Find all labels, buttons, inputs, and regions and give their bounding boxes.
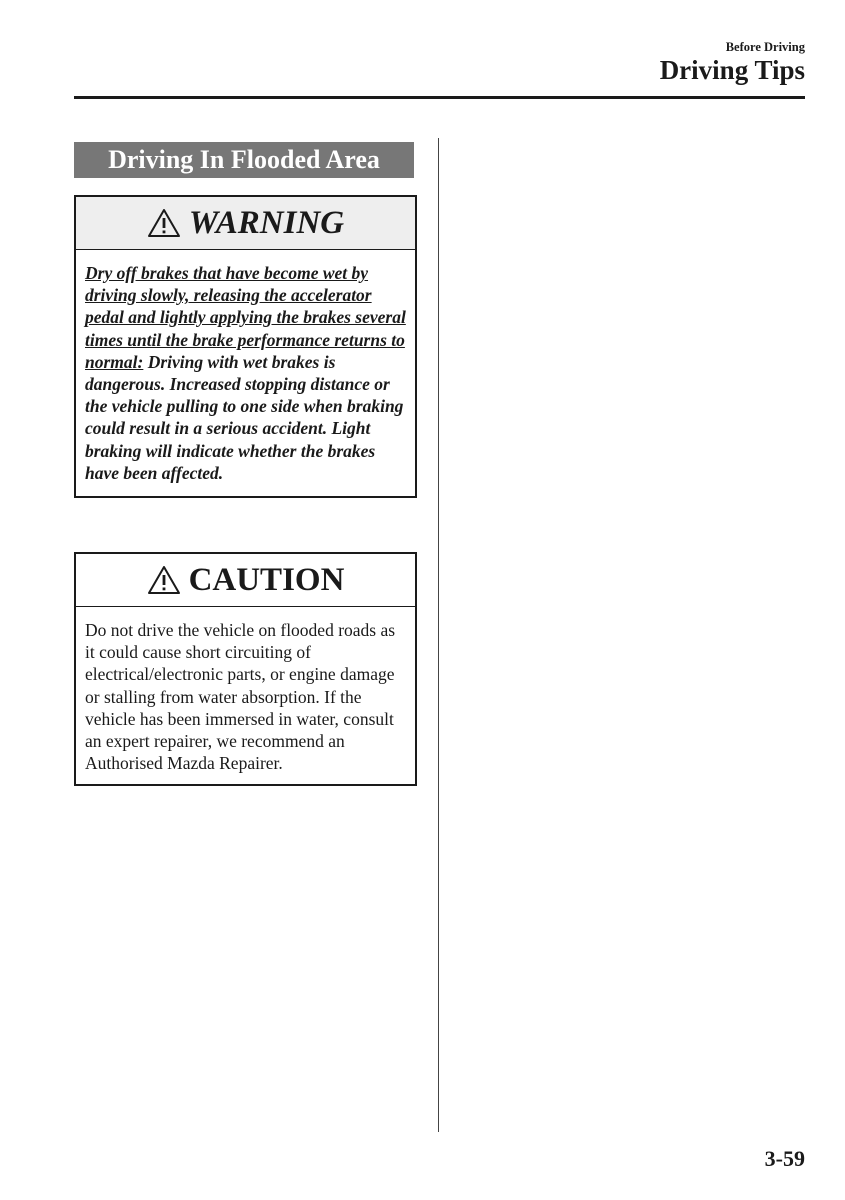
header-rule — [74, 96, 805, 99]
warning-box — [74, 195, 417, 498]
running-header-section: Before Driving — [725, 40, 805, 54]
warning-header — [76, 197, 415, 250]
warning-triangle-icon — [147, 208, 181, 238]
section-title: Driving In Flooded Area — [74, 142, 414, 178]
page-number: 3-59 — [764, 1146, 805, 1171]
running-header-title: Driving Tips — [659, 55, 805, 85]
warning-underlined-text: Dry off brakes that have become wet by driving slowly, releasing the accelerator pedal and lightly applying the brakes several times until the brake performance returns to normal: — [85, 263, 406, 372]
caution-header — [76, 554, 415, 607]
warning-text: Driving with wet brakes is dangerous. Increased stopping distance or the vehicle pulling to one side when braking could result in a serious accident. Light braking will indicate whether the brakes have been affected. — [85, 351, 404, 483]
warning-label: WARNING — [188, 204, 345, 241]
caution-label: CAUTION — [188, 561, 345, 598]
column-divider — [438, 138, 439, 1132]
caution-body: Do not drive the vehicle on flooded roads as it could cause short circuiting of electrical/electronic parts, or engine damage or stalling from water absorption. If the vehicle has been immersed in water, consult an expert repairer, we recommend an Authorised Mazda Repairer. — [85, 620, 396, 774]
warning-body — [76, 250, 415, 496]
caution-triangle-icon — [147, 565, 181, 595]
caution-box — [74, 552, 417, 786]
